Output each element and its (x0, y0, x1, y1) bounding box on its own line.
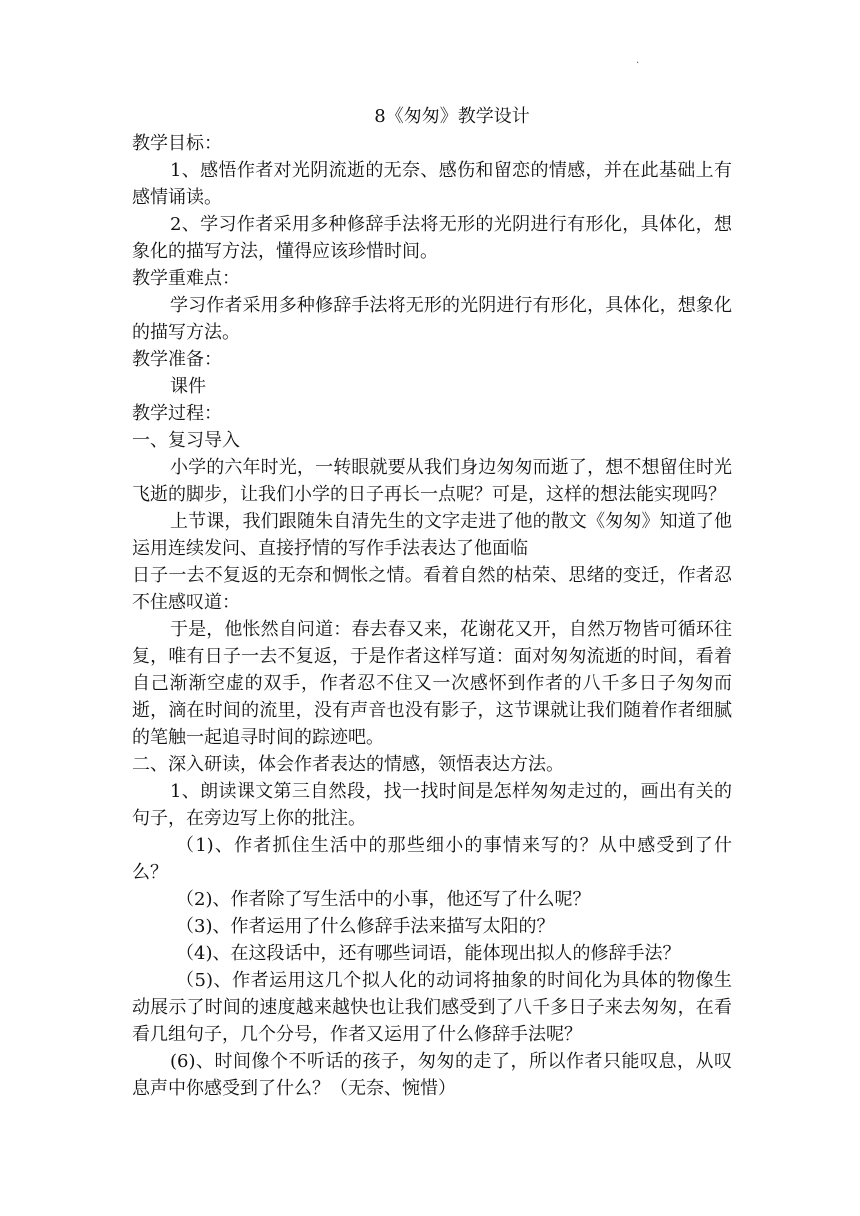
document-body (132, 103, 732, 1102)
prep-text: 课件 (170, 376, 206, 397)
question-3: （3)、作者运用了什么修辞手法来描写太阳的？ (176, 916, 555, 937)
question-5: （5)、作者运用这几个拟人化的动词将抽象的时间化为具体的物像生动展示了时间的速度越来越快也让我们感受到了八千多日子来去匆匆，在看看几组句子，几个分号，作者又运用了什么修辞手法呢？ (132, 970, 732, 1045)
step-1-paragraph-2b: 日子一去不复返的无奈和惆怅之情。看着自然的枯荣、思绪的变迁，作者忍不住感叹道： (132, 565, 732, 613)
question-1: （1)、作者抓住生活中的那些细小的事情来写的？从中感受到了什么？ (132, 835, 732, 883)
step-1-paragraph-2a: 上节课，我们跟随朱自清先生的文字走进了他的散文《匆匆》知道了他运用连续发问、直接抒情的写作手法表达了他面临 (132, 511, 732, 559)
process-heading: 教学过程： (132, 403, 222, 424)
goals-heading: 教学目标： (132, 133, 222, 154)
step-1-heading: 一、复习导入 (132, 430, 240, 451)
difficulty-heading: 教学重难点： (132, 268, 240, 289)
question-4: （4)、在这段话中，还有哪些词语，能体现出拟人的修辞手法？ (176, 943, 681, 964)
goal-1: 1、感悟作者对光阴流逝的无奈、感伤和留恋的情感，并在此基础上有感情诵读。 (132, 160, 732, 208)
corner-mark: . (636, 55, 640, 66)
question-2: （2)、作者除了写生活中的小事，他还写了什么呢？ (176, 889, 591, 910)
difficulty-text: 学习作者采用多种修辞手法将无形的光阴进行有形化，具体化，想象化的描写方法。 (132, 295, 732, 343)
step-1-paragraph-1: 小学的六年时光，一转眼就要从我们身边匆匆而逝了，想不想留住时光飞逝的脚步，让我们小学的日子再长一点呢？可是，这样的想法能实现吗？ (132, 457, 732, 505)
goal-2: 2、学习作者采用多种修辞手法将无形的光阴进行有形化，具体化，想象化的描写方法，懂得应该珍惜时间。 (132, 214, 732, 262)
step-2-paragraph-1: 1、朗读课文第三自然段，找一找时间是怎样匆匆走过的，画出有关的句子，在旁边写上你的批注。 (132, 781, 732, 829)
question-6: (6)、时间像个不听话的孩子，匆匆的走了，所以作者只能叹息，从叹息声中你感受到了什么？（无奈、惋惜） (132, 1051, 732, 1099)
document-title: 8《匆匆》教学设计 (374, 106, 530, 127)
prep-heading: 教学准备： (132, 349, 222, 370)
step-2-heading: 二、深入研读，体会作者表达的情感，领悟表达方法。 (132, 754, 564, 775)
step-1-paragraph-3: 于是，他怅然自问道：春去春又来，花谢花又开，自然万物皆可循环往复，唯有日子一去不复返，于是作者这样写道：面对匆匆流逝的时间，看着自己渐渐空虚的双手，作者忍不住又一次感怀到作者的八千多日子匆匆而逝，滴在时间的流里，没有声音也没有影子，这节课就让我们随着作者细腻的笔触一起追寻时间的踪迹吧。 (132, 619, 732, 748)
